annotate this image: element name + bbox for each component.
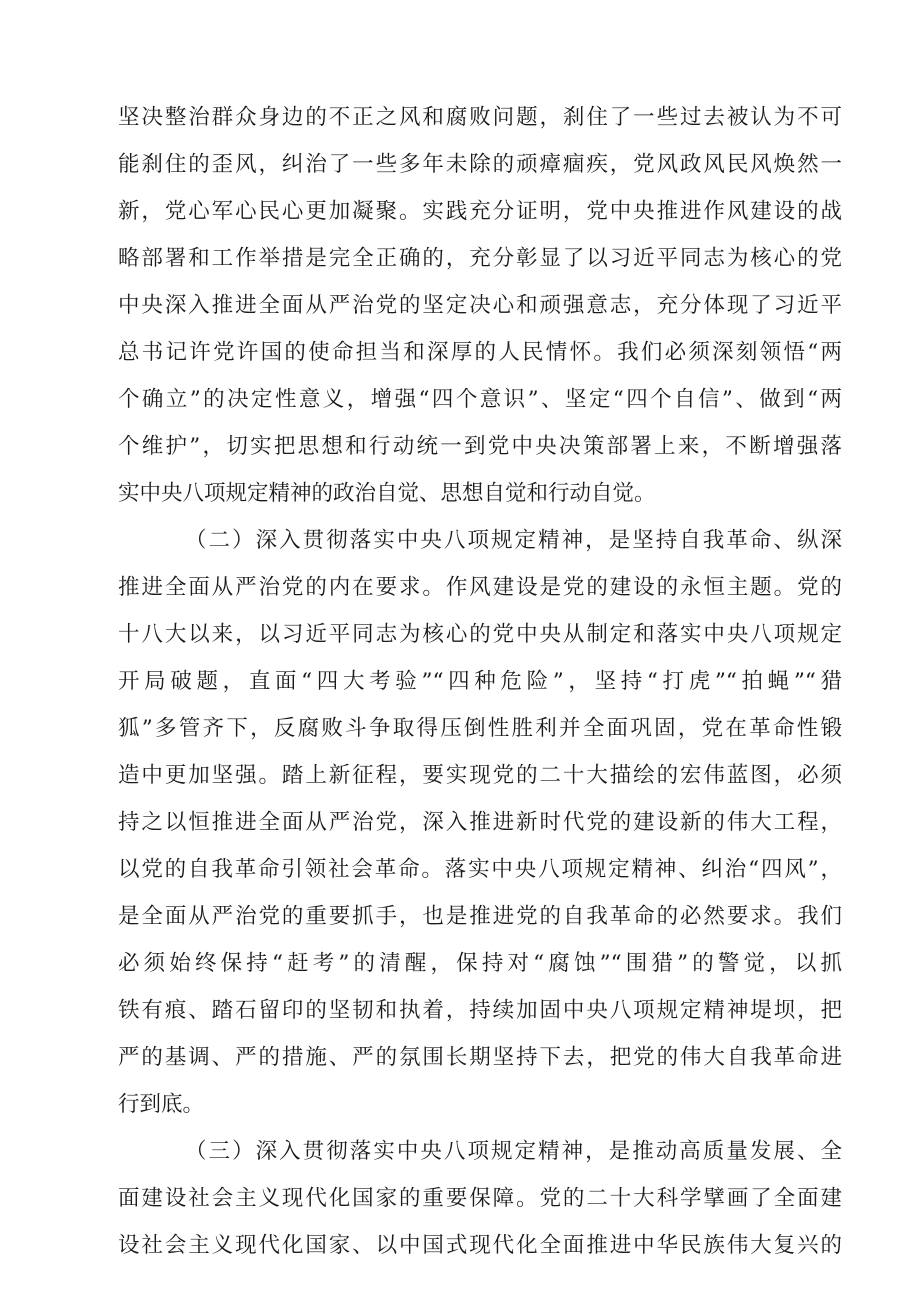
text-line: 能刹住的歪风，纠治了一些多年未除的顽瘴痼疾，党风政风民风焕然一 xyxy=(118,152,842,177)
text-line: 实中央八项规定精神的政治自觉、思想自觉和行动自觉。 xyxy=(118,481,656,506)
section-heading-line: （二）深入贯彻落实中央八项规定精神，是坚持自我革命、纵深 xyxy=(185,528,842,553)
text-line: 新，党心军心民心更加凝聚。实践充分证明，党中央推进作风建设的战 xyxy=(118,199,842,224)
text-line: 必须始终保持“赶考”的清醒，保持对“腐蚀”“围猎”的警觉，以抓 xyxy=(118,951,842,976)
text-line: 略部署和工作举措是完全正确的，充分彰显了以习近平同志为核心的党 xyxy=(118,246,842,271)
text-line: 设社会主义现代化国家、以中国式现代化全面推进中华民族伟大复兴的 xyxy=(118,1233,842,1258)
text-line: 严的基调、严的措施、严的氛围长期坚持下去，把党的伟大自我革命进 xyxy=(118,1045,842,1070)
text-line: 推进全面从严治党的内在要求。作风建设是党的建设的永恒主题。党的 xyxy=(118,575,842,600)
text-line: 面建设社会主义现代化国家的重要保障。党的二十大科学擘画了全面建 xyxy=(118,1186,842,1211)
text-line: 造中更加坚强。踏上新征程，要实现党的二十大描绘的宏伟蓝图，必须 xyxy=(118,763,842,788)
text-line: 行到底。 xyxy=(118,1092,205,1117)
text-line: 总书记许党许国的使命担当和深厚的人民情怀。我们必须深刻领悟“两 xyxy=(118,340,842,365)
text-line: 个确立”的决定性意义，增强“四个意识”、坚定“四个自信”、做到“两 xyxy=(118,387,842,412)
text-line: 是全面从严治党的重要抓手，也是推进党的自我革命的必然要求。我们 xyxy=(118,904,842,929)
text-line: 以党的自我革命引领社会革命。落实中央八项规定精神、纠治“四风”， xyxy=(118,857,842,882)
text-line: 狐”多管齐下，反腐败斗争取得压倒性胜利并全面巩固，党在革命性锻 xyxy=(118,716,842,741)
text-line: 持之以恒推进全面从严治党，深入推进新时代党的建设新的伟大工程， xyxy=(118,810,842,835)
text-line: 开局破题，直面“四大考验”“四种危险”，坚持“打虎”“拍蝇”“猎 xyxy=(118,669,842,694)
text-line: 十八大以来，以习近平同志为核心的党中央从制定和落实中央八项规定 xyxy=(118,622,842,647)
text-line: 中央深入推进全面从严治党的坚定决心和顽强意志，充分体现了习近平 xyxy=(118,293,842,318)
section-heading-line: （三）深入贯彻落实中央八项规定精神，是推动高质量发展、全 xyxy=(185,1139,842,1164)
text-line: 铁有痕、踏石留印的坚韧和执着，持续加固中央八项规定精神堤坝，把 xyxy=(118,998,842,1023)
text-line: 个维护”，切实把思想和行动统一到党中央决策部署上来，不断增强落 xyxy=(118,434,842,459)
text-line: 坚决整治群众身边的不正之风和腐败问题，刹住了一些过去被认为不可 xyxy=(118,105,842,130)
